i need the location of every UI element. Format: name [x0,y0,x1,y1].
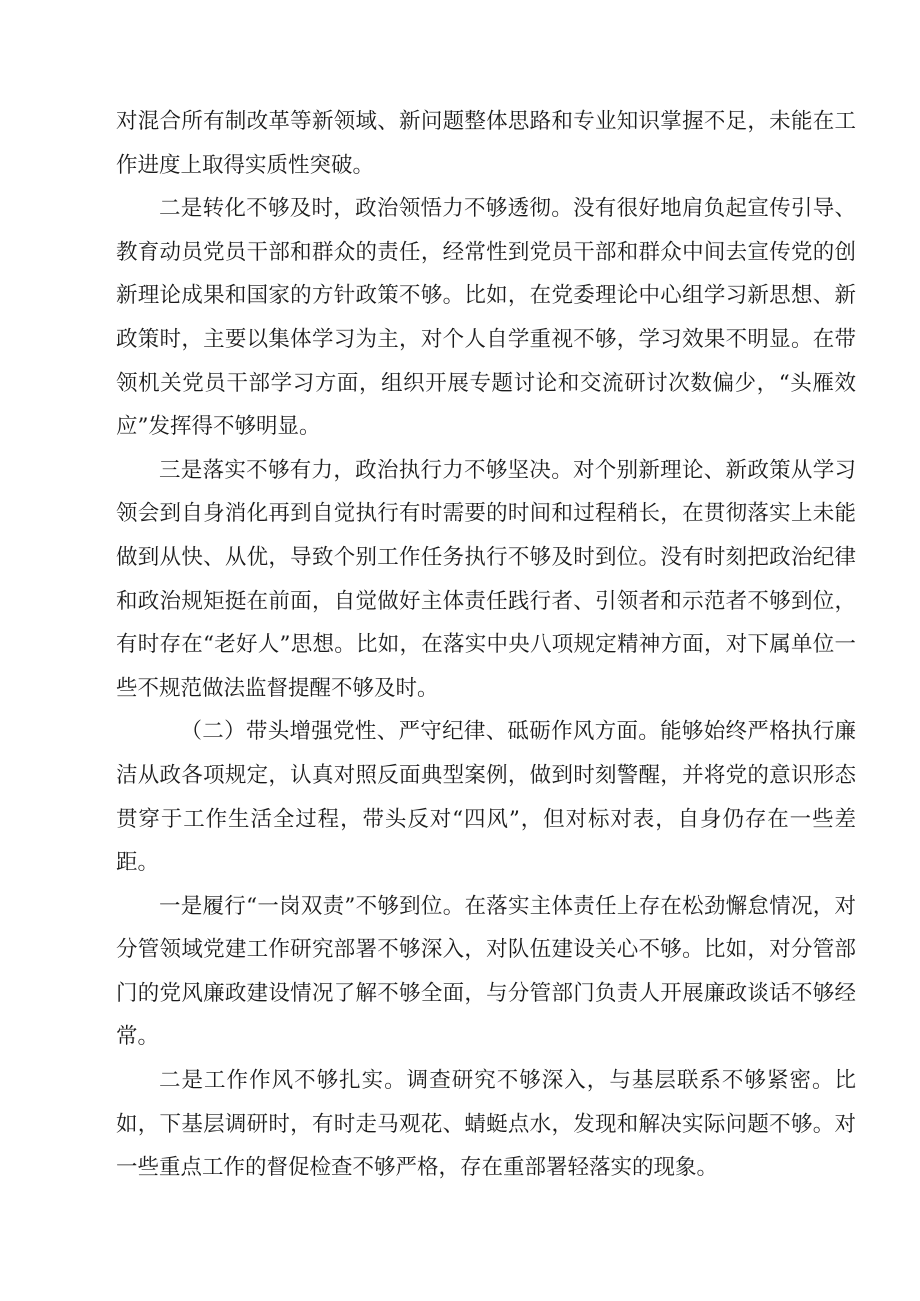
paragraph-continuation: 对混合所有制改革等新领域、新问题整体思路和专业知识掌握不足，未能在工作进度上取得实质性突破。 [116,109,856,178]
paragraph-point-two-transformation: 二是转化不够及时，政治领悟力不够透彻。没有很好地肩负起宣传引导、教育动员党员干部和群众的责任，经常性到党员干部和群众中间去宣传党的创新理论成果和国家的方针政策不够。比如，在党委理论中心组学习新思想、新政策时，主要以集体学习为主，对个人自学重视不够，学习效果不明显。在带领机关党员干部学习方面，组织开展专题讨论和交流研讨次数偏少，“头雁效应”发挥得不够明显。 [116,196,856,440]
paragraph-point-two-work-style: 二是工作作风不够扎实。调查研究不够深入，与基层联系不够紧密。比如，下基层调研时，有时走马观花、蜻蜓点水，发现和解决实际问题不够。对一些重点工作的督促检查不够严格，存在重部署轻落实的现象。 [116,1068,856,1181]
section-heading-two: （二）带头增强党性、严守纪律、砥砺作风方面。能够始终严格执行廉洁从政各项规定，认真对照反面典型案例，做到时刻警醒，并将党的意识形态贯穿于工作生活全过程，带头反对“四风”，但对标对表，自身仍存在一些差距。 [116,719,856,876]
paragraph-point-three-implementation: 三是落实不够有力，政治执行力不够坚决。对个别新理论、新政策从学习领会到自身消化再到自觉执行有时需要的时间和过程稍长，在贯彻落实上未能做到从快、从优，导致个别工作任务执行不够及时到位。没有时刻把政治纪律和政治规矩挺在前面，自觉做好主体责任践行者、引领者和示范者不够到位，有时存在“老好人”思想。比如，在落实中央八项规定精神方面，对下属单位一些不规范做法监督提醒不够及时。 [116,457,856,701]
paragraph-point-one-responsibility: 一是履行“一岗双责”不够到位。在落实主体责任上存在松劲懈怠情况，对分管领域党建工作研究部署不够深入，对队伍建设关心不够。比如，对分管部门的党风廉政建设情况了解不够全面，与分管部门负责人开展廉政谈话不够经常。 [116,893,856,1050]
document-body [116,100,856,1190]
